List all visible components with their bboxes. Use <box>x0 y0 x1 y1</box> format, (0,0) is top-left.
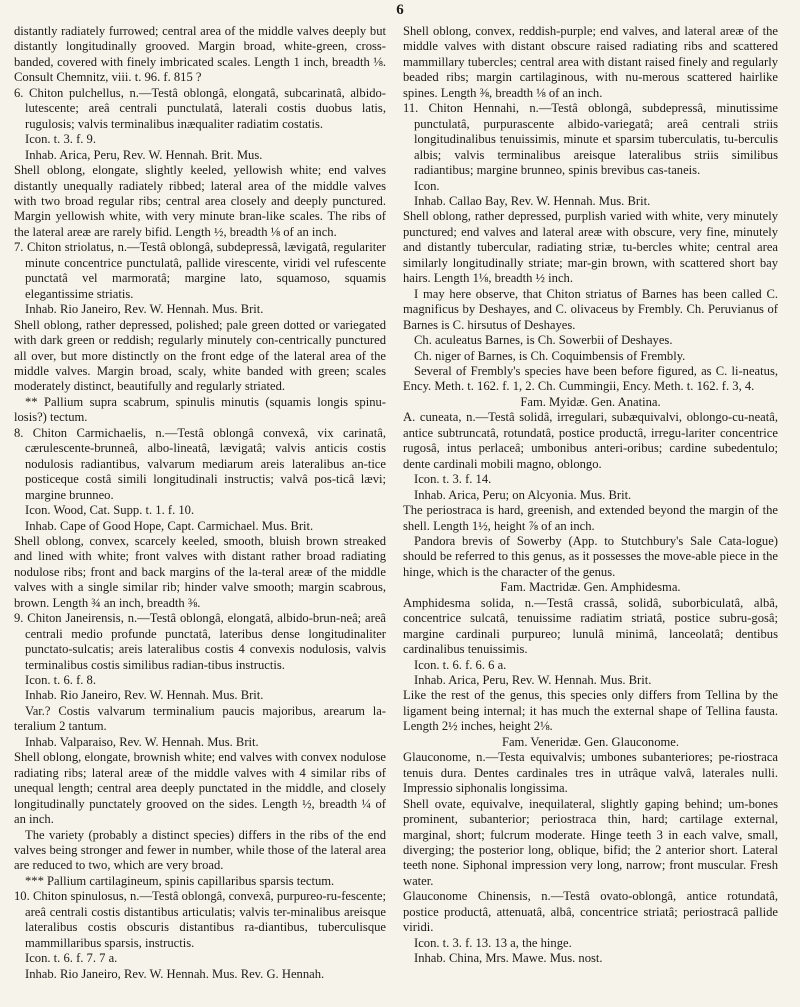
paragraph: Inhab. Rio Janeiro, Rev. W. Hennah. Mus. Rev. G. Hennah. <box>25 966 325 981</box>
paragraph: Icon. t. 3. f. 13. 13 a, the hinge. <box>414 935 572 950</box>
paragraph: 6. Chiton pulchellus, n.—Testâ oblongâ, elongatâ, subcarinatâ, albido-lutescente; areâ centrali punctulatâ, laterali costis duobus latis, rugulosis; valvis terminalibus inæqualiter radiatim costatis. <box>14 85 386 131</box>
paragraph: Inhab. Arica, Peru, Rev. W. Hennah. Mus. Brit. <box>414 673 652 688</box>
paragraph: Amphidesma solida, n.—Testâ crassâ, solidâ, suborbiculatâ, albâ, concentrice sulcatâ, tenuissime radiatim striatâ, postice subru-gosâ; margine cardinali purpureo; lunulâ minimâ, lanceolatâ; dentibus cardinalibus tenuissimis. <box>403 595 778 657</box>
paragraph: I may here observe, that Chiton striatus of Barnes has been called C. magnificus by Deshayes, and C. olivaceus by Frembly. Ch. Peruvianus of Barnes is C. hirsutus of Deshayes. <box>403 286 778 332</box>
paragraph: Like the rest of the genus, this species only differs from Tellina by the ligament being internal; it has much the external shape of Tellina fausta. Length 2½ inches, height 2⅛. <box>403 688 778 734</box>
paragraph: 11. Chiton Hennahi, n.—Testâ oblongâ, subdepressâ, minutissime punctulatâ, purpurascente albido-variegatâ; areâ centrali striis longitudinalibus tenuissimis, minute et sparsim tuberculatis, tu-berculis albis; valvis terminalibus areisque lateralibus striis similibus radiantibus; margine brunneo, spinis brevibus cas-taneis. <box>403 101 778 178</box>
paragraph: Glauconome Chinensis, n.—Testâ ovato-oblongâ, antice rotundatâ, postice productâ, attenuatâ, albâ, concentrice striatâ; periostracâ pallide viridi. <box>403 889 778 935</box>
paragraph: Pandora brevis of Sowerby (App. to Stutchbury's Sale Cata-logue) should be referred to this genus, as it possesses the move-able piece in the hinge, which is the character of the genus. <box>403 533 778 579</box>
paragraph: 10. Chiton spinulosus, n.—Testâ oblongâ, convexâ, purpureo-ru-fescente; areâ centrali costis distantibus articulatis; valvis ter-minalibus areisque lateralibus costis obscuris distantibus ra-diantibus, tuberculisque mammillaribus sparsis, instructis. <box>14 889 386 950</box>
paragraph: Inhab. Arica, Peru, Rev. W. Hennah. Brit. Mus. <box>25 147 263 162</box>
paragraph: Fam. Veneridæ. Gen. Glauconome. <box>501 734 680 749</box>
paragraph: Var.? Costis valvarum terminalium paucis majoribus, arearum la-teralium 2 tantum. <box>14 703 386 734</box>
paragraph: Fam. Myidæ. Gen. Anatina. <box>520 394 661 409</box>
paragraph: 8. Chiton Carmichaelis, n.—Testâ oblongâ convexâ, vix carinatâ, cærulescente-brunneâ, albo-lineatâ, lævigatâ; valvis anticis costis nodulosis radiantibus, valvarum mediarum areis lateralibus an-tice posticeque costâ simili longitudinali instructis; valvâ pos-ticâ lævi; margine brunneo. <box>14 425 386 502</box>
paragraph: Fam. Mactridæ. Gen. Amphidesma. <box>500 580 681 595</box>
paragraph: Inhab. Rio Janeiro, Rev. W. Hennah. Mus. Brit. <box>25 688 264 703</box>
paragraph: 7. Chiton striolatus, n.—Testâ oblongâ, subdepressâ, lævigatâ, regulariter minute concentrice punctulatâ, pallide virescente, viridi vel rufescente punctatâ vel marmoratâ; margine lato, squamoso, squamis elegantissime striatis. <box>14 240 386 301</box>
paragraph: Icon. Wood, Cat. Supp. t. 1. f. 10. <box>25 503 195 518</box>
paragraph: Inhab. China, Mrs. Mawe. Mus. nost. <box>414 951 603 966</box>
paragraph: Shell oblong, convex, reddish-purple; end valves, and lateral areæ of the middle valves with distant obscure raised radiating ribs and scattered mammillary tubercles; central area with distant raised finely and regularly beaded ribs; margin cartilaginous, with nu-merous scattered hairlike spines. Length ⅜, breadth ⅛ of an inch. <box>403 24 778 100</box>
paragraph: Inhab. Arica, Peru; on Alcyonia. Mus. Brit. <box>414 487 632 502</box>
paragraph: Inhab. Cape of Good Hope, Capt. Carmichael. Mus. Brit. <box>25 518 314 533</box>
paragraph: Inhab. Valparaiso, Rev. W. Hennah. Mus. Brit. <box>25 734 259 749</box>
paragraph: distantly radiately furrowed; central area of the middle valves deeply but distantly longitudinally grooved. Margin broad, white-green, cross-banded, covered with finely imbricated scales. Length 1 inch, breadth ⅛. Consult Chemnitz, viii. t. 96. f. 815 ? <box>14 24 386 85</box>
paragraph: Ch. niger of Barnes, is Ch. Coquimbensis of Frembly. <box>414 348 686 363</box>
paragraph: ** Pallium supra scabrum, spinulis minutis (squamis longis spinu-losis?) tectum. <box>14 394 386 425</box>
paragraph: Shell oblong, rather depressed, purplish varied with white, very minutely punctured; end valves and lateral areæ with obscure, very fine, minutely and distantly tubercular, radiating striæ, tu-bercles white; central area similarly longitudinally striate; mar-gin brown, with scattered short bay hairs. Length 1⅛, breadth ½ inch. <box>403 209 778 286</box>
paragraph: Shell ovate, equivalve, inequilateral, slightly gaping behind; um-bones prominent, subanterior; periostraca thin, hard; cartilage external, marginal, short; fulcrum moderate. Hinge teeth 3 in each valve, small, diverging; the posterior long, oblique, bifid; the 2 anterior short. Lateral teeth none. Siphonal impression very long, narrow; front muscular. Fresh water. <box>403 796 778 888</box>
paragraph: Icon. t. 3. f. 9. <box>25 132 96 147</box>
paragraph: *** Pallium cartilagineum, spinis capillaribus sparsis tectum. <box>25 873 335 888</box>
paragraph: Icon. t. 6. f. 6. 6 a. <box>414 657 507 672</box>
paragraph: Inhab. Callao Bay, Rev. W. Hennah. Mus. Brit. <box>414 193 651 208</box>
paragraph: 9. Chiton Janeirensis, n.—Testâ oblongâ, elongatâ, albido-brun-neâ; areâ centrali medio profunde punctatâ, lateribus dense longitudinaliter punctato-sulcatis; areis lateralibus costis 4 convexis nodulosis, valvis terminalibus costis similibus radian-tibus instructis. <box>14 611 386 672</box>
paragraph: Glauconome, n.—Testa equivalvis; umbones subanteriores; pe-riostraca tenuis dura. Dentes cardinales tres in utrâque valvâ, laterales nulli. Impressio siphonalis longissima. <box>403 750 778 796</box>
page-number: 6 <box>396 2 404 18</box>
paragraph: Shell oblong, convex, scarcely keeled, smooth, bluish brown streaked and lined with white; front valves with distant rather broad radiating nodulose ribs; front and back margins of the la-teral areæ of the middle valves with a single similar rib; hinder valve smooth; margin scabrous, brown. Length ¾ an inch, breadth ⅜. <box>14 533 386 610</box>
paragraph: Shell oblong, rather depressed, polished; pale green dotted or variegated with dark green or reddish; regularly minutely con-centrically punctured all over, but more distinctly on the front edge of the lateral area of the middle valves. Margin broad, scaly, white banded with green; scales moderately distinct, beautifully and regularly striated. <box>14 317 386 394</box>
paragraph: The variety (probably a distinct species) differs in the ribs of the end valves being stronger and fewer in number, while those of the lateral area are reduced to two, which are very broad. <box>14 827 386 873</box>
paragraph: Several of Frembly's species have been before figured, as C. li-neatus, Ency. Meth. t. 162. f. 1, 2. Ch. Cummingii, Ency. Meth. t. 162. f. 3, 4. <box>403 363 778 394</box>
paragraph: Ch. aculeatus Barnes, is Ch. Sowerbii of Deshayes. <box>414 333 673 348</box>
paragraph: Shell oblong, elongate, brownish white; end valves with convex nodulose radiating ribs; lateral areæ of the middle valves with 4 similar ribs of unequal length; central area deeply punctated in the middle, and closely longitudinally punctately grooved on the sides. Length ½, breadth ¼ of an inch. <box>14 750 386 827</box>
right-column <box>403 24 778 967</box>
paragraph: A. cuneata, n.—Testâ solidâ, irregulari, subæquivalvi, oblongo-cu-neatâ, antice subtruncatâ, rotundatâ, postice productâ, irregu-lariter concentrice rugosâ, intus perlaceâ; umbonibus anteri-oribus; cardine subedentulo; dente cardinali mobili magno, oblongo. <box>403 410 778 471</box>
paragraph: Shell oblong, elongate, slightly keeled, yellowish white; end valves distantly unequally radiately ribbed; lateral area of the middle valves with two broad regular ribs; central area closely and deeply punctured. Margin yellowish white, with very minute bran-like scales. The ribs of the lateral areæ are rarely bifid. Length ½, breadth ⅛ of an inch. <box>14 163 386 239</box>
left-column <box>14 24 386 982</box>
paragraph: Icon. t. 6. f. 7. 7 a. <box>25 951 118 966</box>
paragraph: Icon. t. 3. f. 14. <box>414 472 492 487</box>
paragraph: Inhab. Rio Janeiro, Rev. W. Hennah. Mus. Brit. <box>25 302 264 317</box>
paragraph: Icon. t. 6. f. 8. <box>25 673 96 688</box>
paragraph: Icon. <box>414 178 440 193</box>
paragraph: The periostraca is hard, greenish, and extended beyond the margin of the shell. Length 1½, height ⅞ of an inch. <box>403 503 778 533</box>
